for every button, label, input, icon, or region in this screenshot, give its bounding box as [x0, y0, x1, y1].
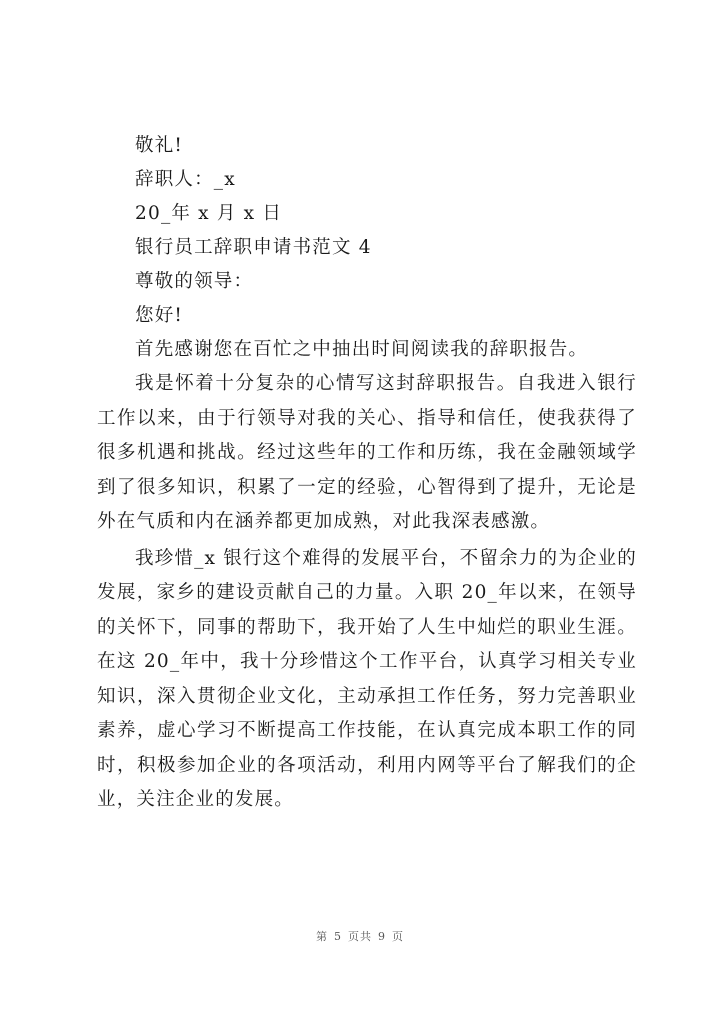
current-page-number: 5 [334, 930, 342, 943]
page-label-middle: 页共 [348, 930, 372, 943]
paragraph-2: 我珍惜_x 银行这个难得的发展平台，不留余力的为企业的发展，家乡的建设贡献自己的力量。入职 20_年以来，在领导的关怀下，同事的帮助下，我开始了人生中灿烂的职业生涯。在这 20_年中，我十分珍惜这个工作平台，认真学习相关专业知识，深入贯彻企业文化，主动承担工作任务，努力完善职业素养，虚心学习不断提高工作技能，在认真完成本职工作的同时，积极参加企业的各项活动，利用内网等平台了解我们的企业，关注企业的发展。 [97, 547, 637, 810]
intro-line: 首先感谢您在百忙之中抽出时间阅读我的辞职报告。 [135, 339, 589, 360]
document-body [97, 129, 637, 820]
page-label-prefix: 第 [316, 930, 328, 943]
page-label-suffix: 页 [392, 930, 404, 943]
section-title: 银行员工辞职申请书范文 4 [135, 237, 372, 258]
page-footer [0, 928, 720, 944]
closing-salutation: 敬礼! [135, 135, 184, 156]
greeting-recipient: 尊敬的领导： [135, 271, 254, 292]
greeting-hello: 您好! [135, 305, 184, 326]
total-pages-number: 9 [378, 930, 386, 943]
date-line: 20_年 x 月 x 日 [135, 203, 283, 224]
resigner-line: 辞职人：_x [135, 169, 236, 190]
paragraph-1-block [97, 367, 637, 540]
paragraph-1: 我是怀着十分复杂的心情写这封辞职报告。自我进入银行工作以来，由于行领导对我的关心、指导和信任，使我获得了很多机遇和挑战。经过这些年的工作和历练，我在金融领域学到了很多知识，积累了一定的经验，心智得到了提升，无论是外在气质和内在涵养都更加成熟，对此我深表感激。 [97, 373, 637, 532]
paragraph-2-block [97, 542, 637, 818]
